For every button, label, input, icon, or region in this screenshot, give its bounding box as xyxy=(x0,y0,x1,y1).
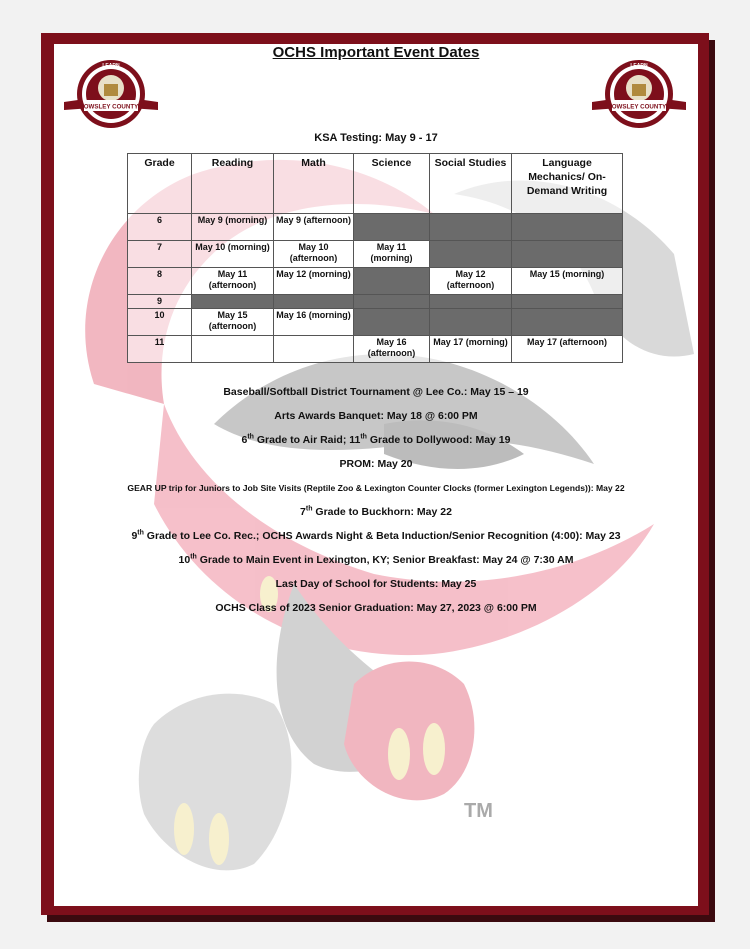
seal-right-text: OWSLEY COUNTY xyxy=(611,103,667,111)
science-cell: May 16 (afternoon) xyxy=(354,336,430,363)
event-text: Grade to Main Event in Lexington, KY; Senior Breakfast: May 24 @ 7:30 AM xyxy=(196,554,574,566)
social-cell xyxy=(430,241,512,268)
ksa-heading: KSA Testing: May 9 - 17 xyxy=(314,132,438,144)
event-sup: th xyxy=(247,433,254,441)
reading-cell: May 11 (afternoon) xyxy=(192,268,274,295)
event-list xyxy=(54,380,698,620)
social-cell: May 12 (afternoon) xyxy=(430,268,512,295)
col-language: Language Mechanics/ On-Demand Writing xyxy=(512,154,623,214)
table-row xyxy=(128,214,623,241)
event-text: GEAR UP trip for Juniors to Job Site Visits (Reptile Zoo & Lexington Counter Clocks (former Lexington Legends)): May 22 xyxy=(127,483,625,493)
seal-right-motto: LEARN xyxy=(630,63,648,69)
language-cell xyxy=(512,241,623,268)
table-header-row xyxy=(128,154,623,214)
event-text: Arts Awards Banquet: May 18 @ 6:00 PM xyxy=(274,410,478,422)
event-line xyxy=(54,572,698,596)
reading-cell: May 9 (morning) xyxy=(192,214,274,241)
reading-cell xyxy=(192,336,274,363)
event-text: Grade to Dollywood: May 19 xyxy=(366,434,511,446)
trademark-mark: TM xyxy=(464,800,493,822)
science-cell xyxy=(354,309,430,336)
event-sup: th xyxy=(360,433,367,441)
event-grade: 10 xyxy=(178,554,191,566)
event-line xyxy=(54,500,698,524)
science-cell xyxy=(354,295,430,309)
reading-cell xyxy=(192,295,274,309)
event-line xyxy=(54,404,698,428)
language-cell xyxy=(512,214,623,241)
event-sup: th xyxy=(190,553,197,561)
language-cell: May 15 (morning) xyxy=(512,268,623,295)
event-line xyxy=(54,452,698,476)
table-row xyxy=(128,241,623,268)
grade-cell: 8 xyxy=(128,268,192,295)
grade-cell: 10 xyxy=(128,309,192,336)
col-science: Science xyxy=(354,154,430,214)
table-row xyxy=(128,309,623,336)
reading-cell: May 15 (afternoon) xyxy=(192,309,274,336)
event-text: Grade to Air Raid; 11 xyxy=(253,434,361,446)
event-line xyxy=(54,476,698,500)
reading-cell: May 10 (morning) xyxy=(192,241,274,268)
language-cell xyxy=(512,309,623,336)
math-cell: May 10 (afternoon) xyxy=(274,241,354,268)
event-text: OCHS Class of 2023 Senior Graduation: May 27, 2023 @ 6:00 PM xyxy=(215,602,537,614)
science-cell xyxy=(354,214,430,241)
science-cell: May 11 (morning) xyxy=(354,241,430,268)
col-social-studies: Social Studies xyxy=(430,154,512,214)
event-sup: th xyxy=(137,529,144,537)
event-text: Last Day of School for Students: May 25 xyxy=(275,578,477,590)
table-row xyxy=(128,268,623,295)
event-grade: 9 xyxy=(131,530,138,542)
language-cell: May 17 (afternoon) xyxy=(512,336,623,363)
event-sup: th xyxy=(305,505,313,513)
social-cell: May 17 (morning) xyxy=(430,336,512,363)
grade-cell: 6 xyxy=(128,214,192,241)
language-cell xyxy=(512,295,623,309)
event-line xyxy=(54,524,698,548)
grade-cell: 9 xyxy=(128,295,192,309)
math-cell: May 9 (afternoon) xyxy=(274,214,354,241)
event-line xyxy=(54,596,698,620)
grade-cell: 7 xyxy=(128,241,192,268)
science-cell xyxy=(354,268,430,295)
grade-cell: 11 xyxy=(128,336,192,363)
col-reading: Reading xyxy=(192,154,274,214)
event-text: Baseball/Softball District Tournament @ Lee Co.: May 15 – 19 xyxy=(223,386,529,398)
table-row xyxy=(128,295,623,309)
event-line xyxy=(54,428,698,452)
math-cell: May 16 (morning) xyxy=(274,309,354,336)
event-text: PROM: May 20 xyxy=(339,458,413,470)
school-seal-right xyxy=(590,50,688,142)
event-text: Grade to Buckhorn: May 22 xyxy=(312,506,452,518)
event-grade: 6 xyxy=(241,434,248,446)
social-cell xyxy=(430,214,512,241)
school-seal-left xyxy=(62,50,160,142)
ksa-schedule-table xyxy=(127,153,623,363)
seal-left-motto: LEARN xyxy=(102,63,120,69)
social-cell xyxy=(430,309,512,336)
event-grade: 7 xyxy=(300,506,306,518)
event-text: Grade to Lee Co. Rec.; OCHS Awards Night & Beta Induction/Senior Recognition (4:00): May 23 xyxy=(143,530,621,542)
table-row xyxy=(128,336,623,363)
social-cell xyxy=(430,295,512,309)
seal-left-text: OWSLEY COUNTY xyxy=(83,103,139,111)
event-line xyxy=(54,548,698,572)
event-line xyxy=(54,380,698,404)
flyer-page xyxy=(54,44,698,906)
page-title: OCHS Important Event Dates xyxy=(272,44,480,61)
col-grade: Grade xyxy=(128,154,192,214)
col-math: Math xyxy=(274,154,354,214)
math-cell: May 12 (morning) xyxy=(274,268,354,295)
math-cell xyxy=(274,295,354,309)
math-cell xyxy=(274,336,354,363)
